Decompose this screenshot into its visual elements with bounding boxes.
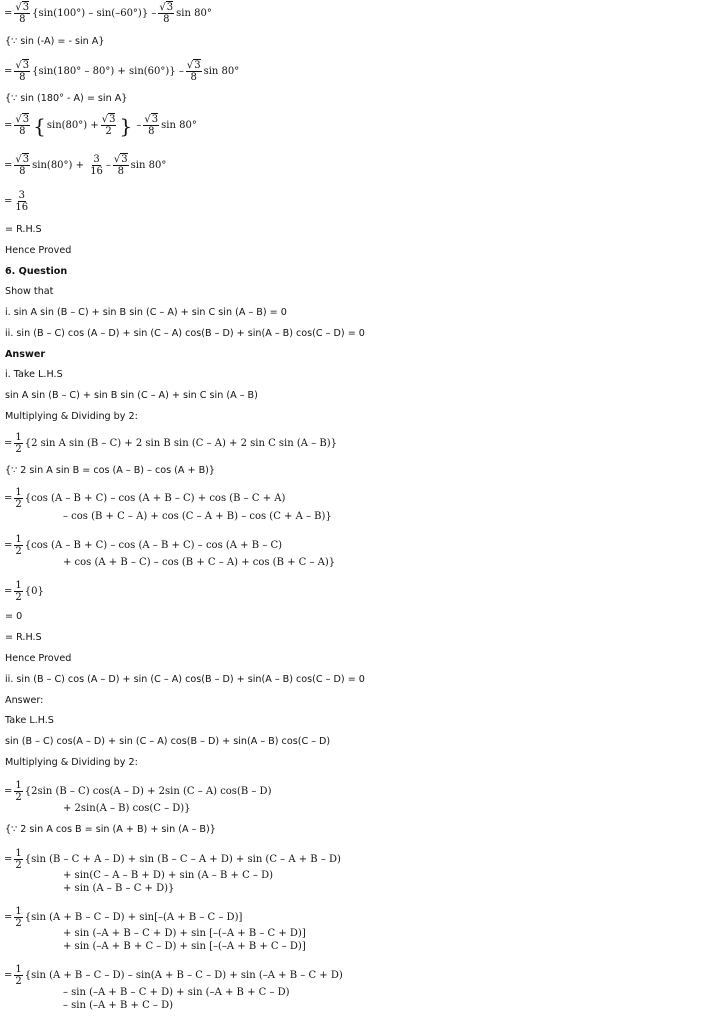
text-line: sin (B – C) cos(A – D) + sin (C – A) cos(B – D) + sin(A – B) cos(C – D) bbox=[5, 736, 331, 747]
text-line: Hence Proved bbox=[5, 245, 72, 256]
math-line-3: = $\frac{√3}{8}$ { sin(180° – 80°) + sin(60°)} – $\frac{√3}{8}$ sin 80° bbox=[4, 60, 240, 83]
math-line-21: = $\frac{1}{2}$ {cos (A – B + C) – cos (A – B + C) – cos (A + B – C) bbox=[4, 534, 282, 557]
text-line: = 0 bbox=[5, 611, 23, 622]
math-continuation: + sin (A – B – C + D)} bbox=[63, 883, 175, 894]
math-continuation: + sin (–A + B + C – D) + sin [–(–A + B + C – D)] bbox=[63, 941, 306, 952]
text-line: Multiplying & Dividing by 2: bbox=[5, 411, 138, 422]
math-line-18: = $\frac{1}{2}$ {2 sin A sin (B – C) + 2 sin B sin (C – A) + 2 sin C sin (A – B)} bbox=[4, 432, 337, 455]
text-line: Take L.H.S bbox=[5, 715, 54, 726]
text-line: = R.H.S bbox=[5, 224, 42, 235]
fraction: $\frac{√3}{8}$ bbox=[159, 2, 174, 25]
fraction: $\frac{1}{2}$ bbox=[15, 580, 22, 603]
text-line: {∵ 2 sin A sin B = cos (A – B) – cos (A + B)} bbox=[5, 465, 216, 476]
math-line-33: = $\frac{1}{2}$ {sin (B – C + A – D) + sin (B – C – A + D) + sin (C – A + B – D) bbox=[4, 848, 341, 871]
math-line-6: = $\frac{√3}{8}$ sin(80°) + $\frac{3}{16}$ – $\frac{√3}{8}$ sin 80° bbox=[4, 154, 167, 177]
math-line-20: = $\frac{1}{2}$ {cos (A – B + C) – cos (A + B – C) + cos (B – C + A) bbox=[4, 487, 286, 510]
fraction: $\frac{1}{2}$ bbox=[15, 780, 22, 803]
fraction: $\frac{√3}{8}$ bbox=[15, 2, 30, 25]
text-line: sin A sin (B – C) + sin B sin (C – A) + sin C sin (A – B) bbox=[5, 390, 258, 401]
fraction: $\frac{√3}{8}$ bbox=[15, 60, 30, 83]
math-line-22: = $\frac{1}{2}$ {0} bbox=[4, 580, 44, 603]
answer-heading: Answer bbox=[5, 349, 46, 360]
text-line: Hence Proved bbox=[5, 653, 72, 664]
text-line: {∵ 2 sin A cos B = sin (A + B) + sin (A – B)} bbox=[5, 824, 216, 835]
fraction: $\frac{√3}{8}$ bbox=[144, 114, 159, 137]
math-line-5: = $\frac{√3}{8}$ { sin(80°) + $\frac{√3}{2}$ } – $\frac{√3}{8}$ sin 80° bbox=[4, 113, 197, 138]
text-line: {∵ sin (-A) = - sin A} bbox=[5, 36, 105, 47]
text-line: Multiplying & Dividing by 2: bbox=[5, 757, 138, 768]
math-line-1: = $\frac{√3}{8}$ { sin(100°) – sin(–60°)} – $\frac{√3}{8}$ sin 80° bbox=[4, 2, 212, 25]
fraction: $\frac{√3}{8}$ bbox=[186, 60, 201, 83]
fraction: $\frac{1}{2}$ bbox=[15, 534, 22, 557]
math-line-35: = $\frac{1}{2}$ {sin (A + B – C – D) – sin(A + B – C – D) + sin (–A + B – C + D) bbox=[4, 964, 343, 987]
fraction: $\frac{1}{2}$ bbox=[15, 432, 22, 455]
text-line: = R.H.S bbox=[5, 632, 42, 643]
question-heading: 6. Question bbox=[5, 266, 68, 277]
text-line: {∵ sin (180° - A) = sin A} bbox=[5, 93, 128, 104]
text-line: Answer: bbox=[5, 695, 44, 706]
math-continuation: + 2sin(A – B) cos(C – D)} bbox=[63, 803, 191, 814]
fraction: $\frac{1}{2}$ bbox=[15, 906, 22, 929]
math-continuation: + sin (–A + B – C + D) + sin [–(–A + B – C + D)] bbox=[63, 928, 306, 939]
fraction: $\frac{3}{16}$ bbox=[90, 154, 103, 177]
fraction: $\frac{√3}{8}$ bbox=[15, 114, 30, 137]
text-line: i. sin A sin (B – C) + sin B sin (C – A) + sin C sin (A – B) = 0 bbox=[5, 307, 287, 318]
math-continuation: – sin (–A + B + C – D) bbox=[63, 1000, 173, 1011]
fraction: $\frac{1}{2}$ bbox=[15, 964, 22, 987]
math-line-31: = $\frac{1}{2}$ {2sin (B – C) cos(A – D) + 2sin (C – A) cos(B – D) bbox=[4, 780, 272, 803]
math-continuation: + sin(C – A – B + D) + sin (A – B + C – D) bbox=[63, 870, 273, 881]
math-line-34: = $\frac{1}{2}$ {sin (A + B – C – D) + sin[–(A + B – C – D)] bbox=[4, 906, 243, 929]
text-line: ii. sin (B – C) cos (A – D) + sin (C – A) cos(B – D) + sin(A – B) cos(C – D) = 0 bbox=[5, 674, 365, 685]
math-continuation: + cos (A + B – C) – cos (B + C – A) + cos (B + C – A)} bbox=[63, 557, 336, 568]
fraction: $\frac{√3}{2}$ bbox=[101, 114, 116, 137]
fraction: $\frac{1}{2}$ bbox=[15, 848, 22, 871]
math-line-7: = $\frac{3}{16}$ bbox=[4, 190, 29, 213]
fraction: $\frac{1}{2}$ bbox=[15, 487, 22, 510]
math-continuation: – cos (B + C – A) + cos (C – A + B) – cos (C + A – B)} bbox=[63, 511, 332, 522]
fraction: $\frac{√3}{8}$ bbox=[113, 154, 128, 177]
text-line: Show that bbox=[5, 286, 54, 297]
fraction: $\frac{3}{16}$ bbox=[15, 190, 29, 213]
fraction: $\frac{√3}{8}$ bbox=[15, 154, 30, 177]
text-line: ii. sin (B – C) cos (A – D) + sin (C – A) cos(B – D) + sin(A – B) cos(C – D) = 0 bbox=[5, 328, 365, 339]
math-continuation: – sin (–A + B – C + D) + sin (–A + B + C – D) bbox=[63, 987, 290, 998]
text-line: i. Take L.H.S bbox=[5, 369, 63, 380]
